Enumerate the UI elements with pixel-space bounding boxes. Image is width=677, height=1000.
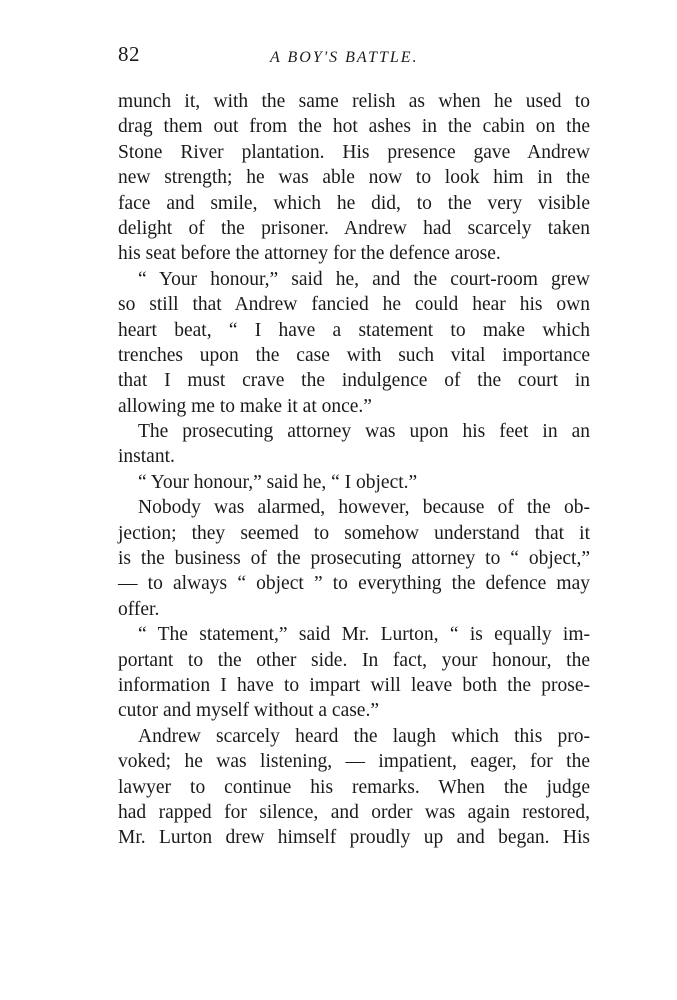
body-text — [118, 89, 590, 851]
text-line: trenches upon the case with such vital importance — [118, 344, 590, 366]
text-line: “ The statement,” said Mr. Lurton, “ is equally im- — [138, 624, 590, 646]
page-number: 82 — [118, 42, 140, 66]
text-line: — to always “ object ” to everything the defence may — [118, 573, 590, 595]
text-line: drag them out from the hot ashes in the cabin on the — [118, 116, 590, 138]
text-line: is the business of the prosecuting attorney to “ object,” — [118, 548, 590, 570]
text-line: delight of the prisoner. Andrew had scarcely taken — [118, 217, 590, 239]
text-line: heart beat, “ I have a statement to make which — [118, 319, 590, 341]
text-line: Mr. Lurton drew himself proudly up and began. His — [118, 827, 590, 849]
text-line: cutor and myself without a case.” — [118, 700, 379, 722]
page-header — [118, 40, 590, 70]
text-line: The prosecuting attorney was upon his feet in an — [138, 421, 590, 443]
text-line: face and smile, which he did, to the very visible — [118, 192, 590, 214]
text-line: Andrew scarcely heard the laugh which this pro- — [138, 725, 590, 747]
text-line: jection; they seemed to somehow understand that it — [118, 522, 590, 544]
text-line: offer. — [118, 598, 160, 620]
text-line: lawyer to continue his remarks. When the judge — [118, 776, 590, 798]
text-line: Nobody was alarmed, however, because of the ob- — [138, 497, 590, 519]
text-line: “ Your honour,” said he, “ I object.” — [138, 471, 418, 493]
text-line: that I must crave the indulgence of the court in — [118, 370, 590, 392]
text-line: munch it, with the same relish as when he used to — [118, 91, 590, 112]
text-line: “ Your honour,” said he, and the court-room grew — [138, 268, 590, 290]
running-title: A BOY'S BATTLE. — [270, 49, 419, 66]
text-line: had rapped for silence, and order was again restored, — [118, 801, 590, 823]
text-line: new strength; he was able now to look him in the — [118, 167, 590, 189]
text-line: voked; he was listening, — impatient, eager, for the — [118, 751, 590, 773]
text-line: so still that Andrew fancied he could hear his own — [118, 294, 590, 316]
text-line: instant. — [118, 446, 175, 468]
text-line: portant to the other side. In fact, your honour, the — [118, 649, 590, 671]
text-line: his seat before the attorney for the defence arose. — [118, 243, 501, 265]
text-line: Stone River plantation. His presence gave Andrew — [118, 141, 590, 163]
text-line: information I have to impart will leave both the prose- — [118, 674, 590, 696]
text-line: allowing me to make it at once.” — [118, 395, 372, 417]
